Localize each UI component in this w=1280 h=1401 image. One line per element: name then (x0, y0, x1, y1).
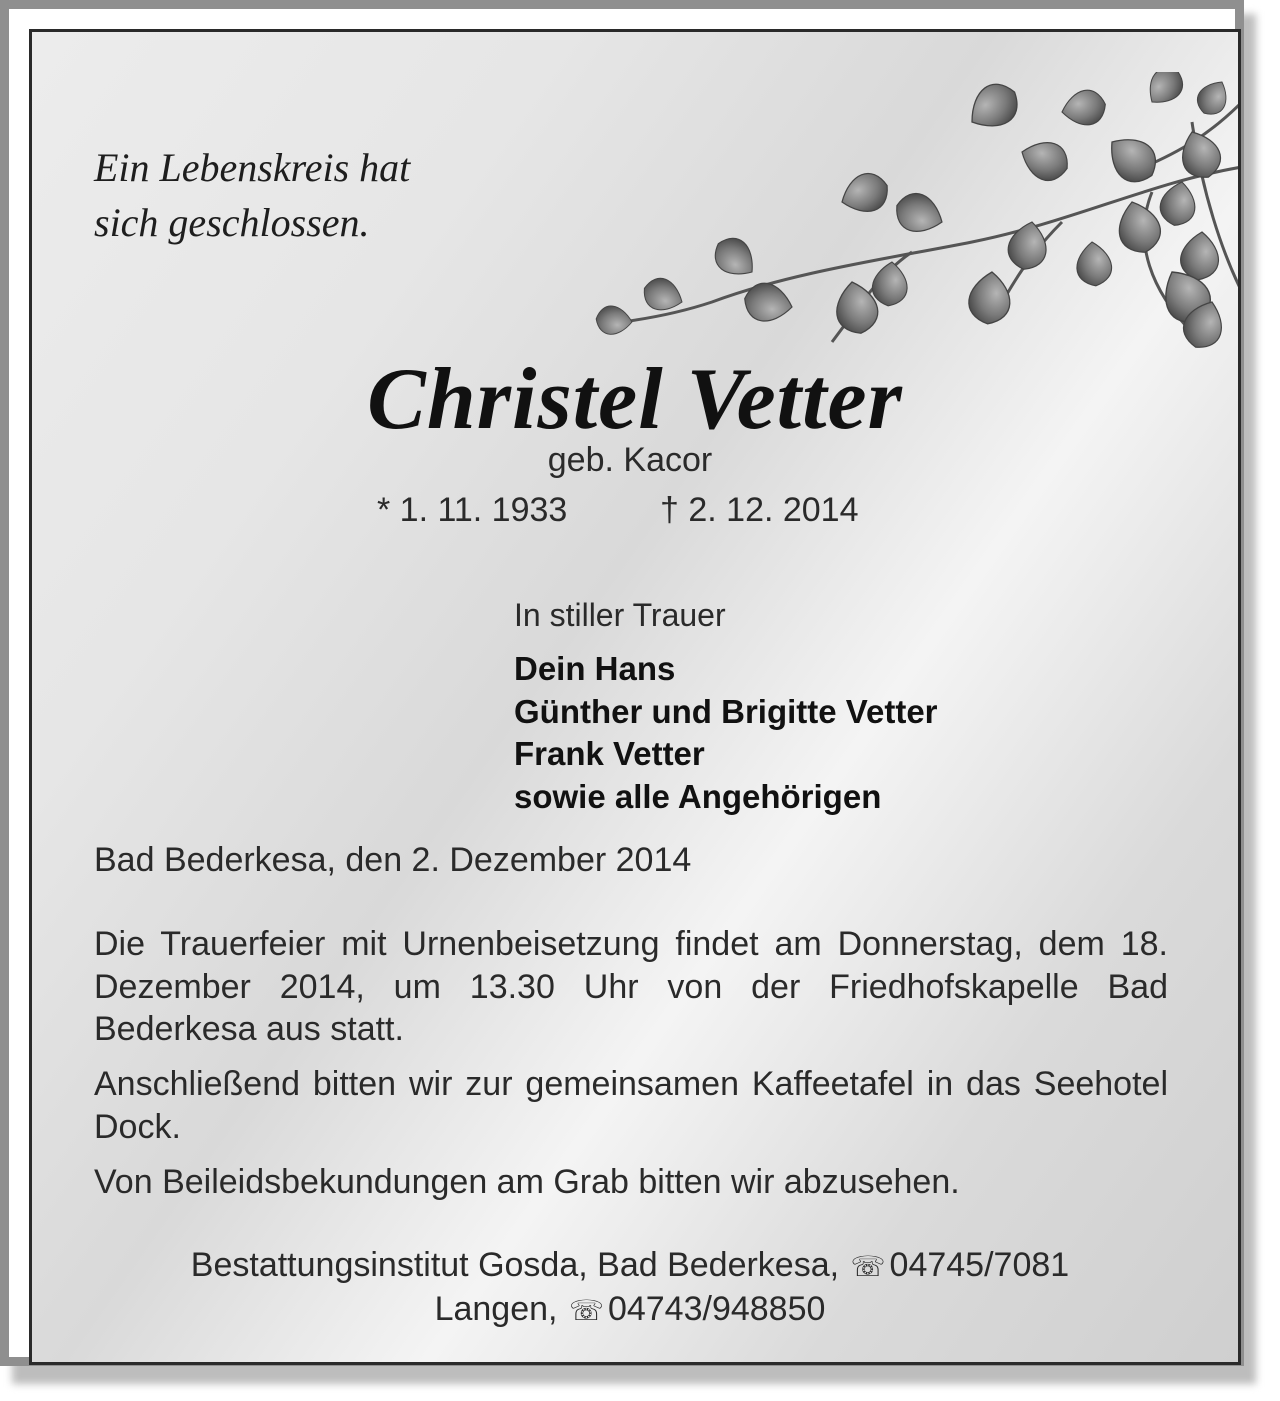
place-and-date: Bad Bederkesa, den 2. Dezember 2014 (94, 841, 692, 879)
footer-line-1 (32, 1244, 1228, 1288)
mourner-name: Dein Hans (514, 650, 676, 687)
maiden-name: geb. Kacor (547, 441, 713, 479)
telephone-icon: ☏ (568, 1295, 604, 1326)
funeral-home-footer (32, 1244, 1228, 1332)
mourner-name: Günther und Brigitte Vetter (514, 692, 938, 730)
mourner-name: Frank Vetter (514, 735, 705, 772)
obituary-card (29, 29, 1241, 1365)
footer-line-2 (32, 1288, 1228, 1332)
footer-phone-2: 04743/948850 (607, 1290, 826, 1328)
mourner-name: sowie alle Angehörigen (514, 777, 882, 815)
mourners-list (514, 648, 938, 818)
motto-line-1: Ein Lebenskreis hat (94, 145, 411, 190)
footer-line-2-text: Langen, (434, 1290, 558, 1328)
death-date: † 2. 12. 2014 (660, 491, 859, 529)
deceased-name: Christel Vetter (367, 351, 903, 448)
motto-quote (94, 140, 410, 250)
motto-line-2: sich geschlossen. (94, 200, 370, 245)
funeral-service-paragraph: Die Trauerfeier mit Urnenbeisetzung findet am Donnerstag, dem 18. Dezember 2014, um 13.30 Uhr von der Friedhofskapelle Bad Bederkesa aus statt. (94, 925, 1168, 1048)
footer-phone-1: 04745/7081 (889, 1246, 1070, 1284)
condolence-note-paragraph: Von Beileidsbekundungen am Grab bitten wir abzusehen. (94, 1163, 960, 1201)
birch-branch-illustration (592, 72, 1241, 372)
footer-line-1-text: Bestattungsinstitut Gosda, Bad Bederkesa, (190, 1246, 840, 1284)
birth-date: * 1. 11. 1933 (377, 491, 568, 529)
coffee-reception-paragraph: Anschließend bitten wir zur gemeinsamen Kaffeetafel in das Seehotel Dock. (94, 1065, 1168, 1146)
mourning-intro: In stiller Trauer (514, 597, 726, 633)
telephone-icon: ☏ (850, 1251, 886, 1282)
